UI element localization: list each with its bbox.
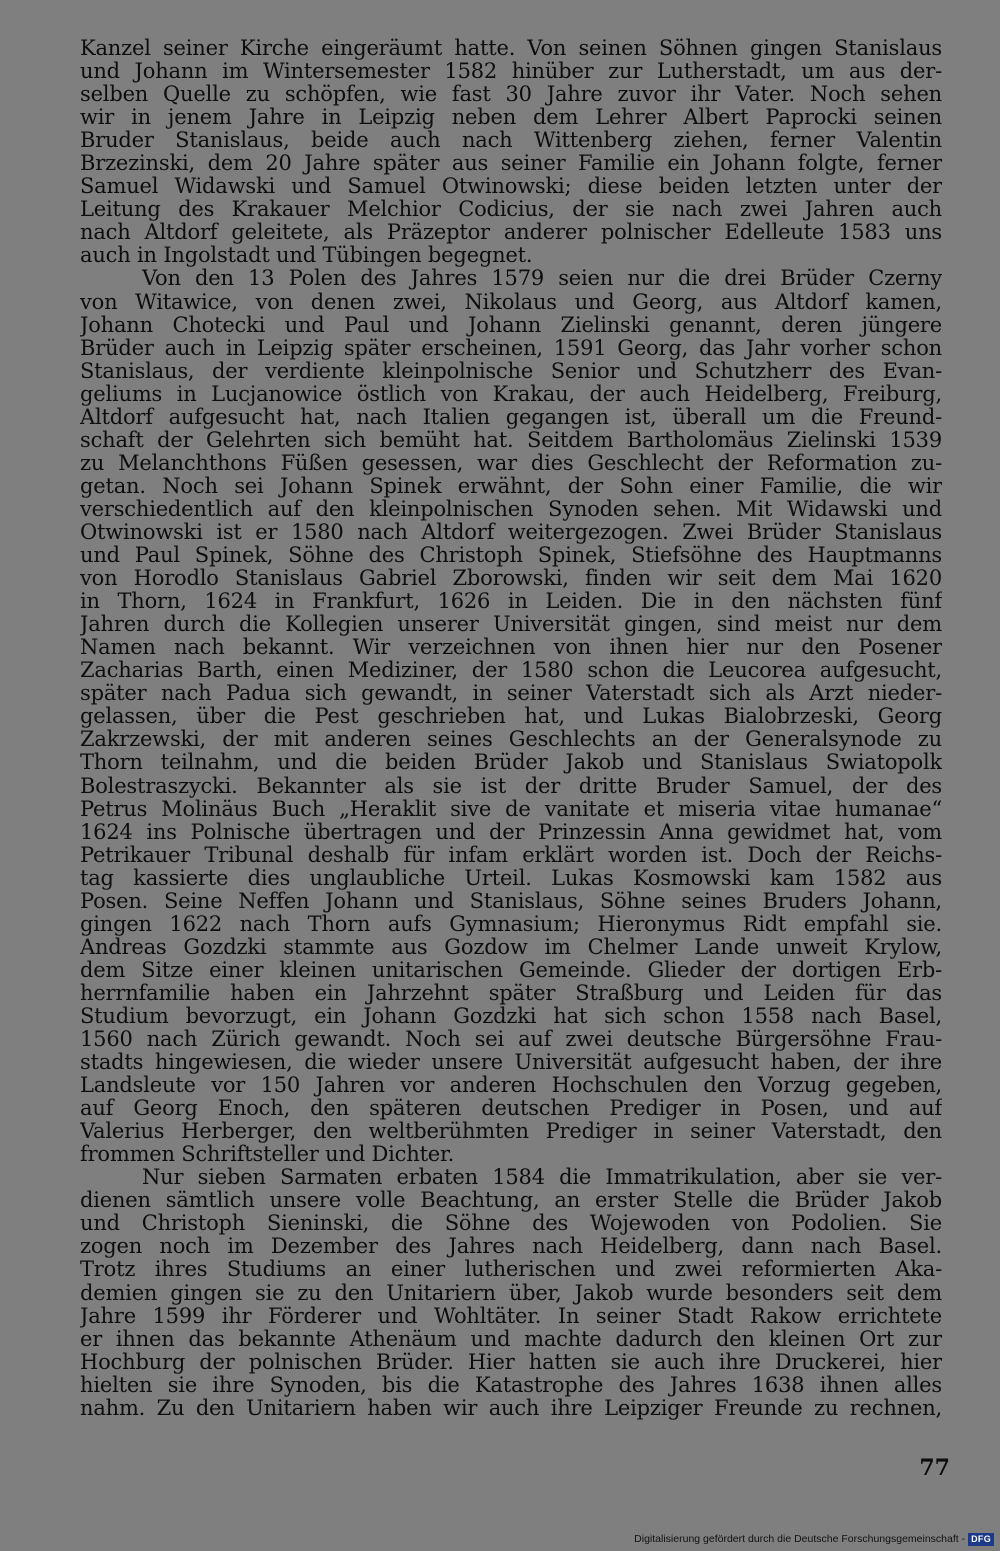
text-line: gelassen, über die Pest geschrieben hat, und Lukas Bialobrzeski, Georg	[80, 705, 942, 729]
page-body	[80, 37, 942, 1420]
text-line: und Christoph Sieninski, die Söhne des Wojewoden von Podolien. Sie	[80, 1212, 942, 1236]
text-line: nach Altdorf geleitete, als Präzeptor anderer polnischer Edelleute 1583 uns	[80, 221, 942, 245]
text-line: er ihnen das bekannte Athenäum und machte dadurch den kleinen Ort zur	[80, 1327, 942, 1351]
text-line: dem Sitze einer kleinen unitarischen Gemeinde. Glieder der dortigen Erb-	[80, 958, 942, 982]
paragraph-1	[80, 37, 942, 267]
text-line: Andreas Gozdzki stammte aus Gozdow im Chelmer Lande unweit Krylow,	[80, 935, 942, 959]
text-line: selben Quelle zu schöpfen, wie fast 30 Jahre zuvor ihr Vater. Noch sehen	[80, 83, 942, 107]
text-line: getan. Noch sei Johann Spinek erwähnt, der Sohn einer Familie, die wir	[80, 474, 942, 498]
text-line: Bolestraszycki. Bekannter als sie ist der dritte Bruder Samuel, der des	[80, 774, 942, 798]
text-line: Studium bevorzugt, ein Johann Gozdzki hat sich schon 1558 nach Basel,	[80, 1004, 942, 1028]
page-number: 77	[919, 1455, 950, 1481]
text-line: Landsleute vor 150 Jahren vor anderen Hochschulen den Vorzug gegeben,	[80, 1074, 942, 1098]
text-line: Thorn teilnahm, und die beiden Brüder Jakob und Stanislaus Swiatopolk	[80, 751, 942, 775]
text-line: Namen nach bekannt. Wir verzeichnen von ihnen hier nur den Posener	[80, 636, 942, 660]
text-line: wir in jenem Jahre in Leipzig neben dem Lehrer Albert Paprocki seinen	[80, 106, 942, 130]
text-line: Johann Chotecki und Paul und Johann Zielinski genannt, deren jüngere	[80, 313, 942, 337]
text-line: Jahre 1599 ihr Förderer und Wohltäter. In seiner Stadt Rakow errichtete	[80, 1304, 942, 1328]
text-line: verschiedentlich auf den kleinpolnischen Synoden sehen. Mit Widawski und	[80, 497, 942, 521]
footer-credit-text: Digitalisierung gefördert durch die Deutsche Forschungsgemeinschaft -	[634, 1533, 966, 1545]
text-line: Petrikauer Tribunal deshalb für infam erklärt worden ist. Doch der Reichs-	[80, 843, 942, 867]
text-line: und Johann im Wintersemester 1582 hinüber zur Lutherstadt, um aus der-	[80, 60, 942, 84]
dfg-logo: DFG	[968, 1533, 994, 1546]
text-line: Petrus Molinäus Buch „Heraklit sive de vanitate et miseria vitae humanae“	[80, 797, 942, 821]
text-line: Von den 13 Polen des Jahres 1579 seien nur die drei Brüder Czerny	[142, 267, 942, 291]
text-line: Samuel Widawski und Samuel Otwinowski; diese beiden letzten unter der	[80, 175, 942, 199]
text-line: geliums in Lucjanowice östlich von Krakau, der auch Heidelberg, Freiburg,	[80, 382, 942, 406]
text-line: Trotz ihres Studiums an einer lutherischen und zwei reformierten Aka-	[80, 1258, 942, 1282]
text-line: Kanzel seiner Kirche eingeräumt hatte. Von seinen Söhnen gingen Stanislaus	[80, 37, 942, 60]
text-line: tag kassierte dies unglaubliche Urteil. Lukas Kosmowski kam 1582 aus	[80, 866, 942, 890]
paragraph-3	[80, 1166, 942, 1420]
text-line: demien gingen sie zu den Unitariern über, Jakob wurde besonders seit dem	[80, 1281, 942, 1305]
text-line: Valerius Herberger, den weltberühmten Prediger in seiner Vaterstadt, den	[80, 1120, 942, 1144]
text-line: Jahren durch die Kollegien unserer Universität gingen, sind meist nur dem	[80, 613, 942, 637]
text-line: Zakrzewski, der mit anderen seines Geschlechts an der Generalsynode zu	[80, 728, 942, 752]
text-line: von Witawice, von denen zwei, Nikolaus und Georg, aus Altdorf kamen,	[80, 290, 942, 314]
text-line: Zacharias Barth, einen Mediziner, der 1580 schon die Leucorea aufgesucht,	[80, 659, 942, 683]
digitization-footer	[634, 1532, 994, 1546]
text-line: frommen Schriftsteller und Dichter.	[80, 1143, 455, 1167]
text-line: in Thorn, 1624 in Frankfurt, 1626 in Leiden. Die in den nächsten fünf	[80, 590, 942, 614]
text-line: Brzezinski, dem 20 Jahre später aus seiner Familie ein Johann folgte, ferner	[80, 152, 942, 176]
text-line: Posen. Seine Neffen Johann und Stanislaus, Söhne seines Bruders Johann,	[80, 889, 942, 913]
text-line: Altdorf aufgesucht hat, nach Italien gegangen ist, überall um die Freund-	[80, 405, 942, 429]
text-line: auch in Ingolstadt und Tübingen begegnet.	[80, 244, 533, 268]
text-line: auf Georg Enoch, den späteren deutschen Prediger in Posen, und auf	[80, 1097, 942, 1121]
text-line: Nur sieben Sarmaten erbaten 1584 die Immatrikulation, aber sie ver-	[142, 1166, 942, 1190]
text-line: Leitung des Krakauer Melchior Codicius, der sie nach zwei Jahren auch	[80, 198, 942, 222]
text-line: 1624 ins Polnische übertragen und der Prinzessin Anna gewidmet hat, vom	[80, 820, 942, 844]
text-line: von Horodlo Stanislaus Gabriel Zborowski, finden wir seit dem Mai 1620	[80, 567, 942, 591]
text-line: gingen 1622 nach Thorn aufs Gymnasium; Hieronymus Ridt empfahl sie.	[80, 912, 942, 936]
text-line: hielten sie ihre Synoden, bis die Katastrophe des Jahres 1638 ihnen alles	[80, 1373, 942, 1397]
text-line: zogen noch im Dezember des Jahres nach Heidelberg, dann nach Basel.	[80, 1235, 942, 1259]
text-line: später nach Padua sich gewandt, in seiner Vaterstadt sich als Arzt nieder-	[80, 682, 942, 706]
text-line: Stanislaus, der verdiente kleinpolnische Senior und Schutzherr des Evan-	[80, 359, 942, 383]
text-line: schaft der Gelehrten sich bemüht hat. Seitdem Bartholomäus Zielinski 1539	[80, 428, 942, 452]
text-line: Bruder Stanislaus, beide auch nach Wittenberg ziehen, ferner Valentin	[80, 129, 942, 153]
text-line: herrnfamilie haben ein Jahrzehnt später Straßburg und Leiden für das	[80, 981, 942, 1005]
text-line: Brüder auch in Leipzig später erscheinen, 1591 Georg, das Jahr vorher schon	[80, 336, 942, 360]
text-line: Hochburg der polnischen Brüder. Hier hatten sie auch ihre Druckerei, hier	[80, 1350, 942, 1374]
text-line: stadts hingewiesen, die wieder unsere Universität aufgesucht haben, der ihre	[80, 1051, 942, 1075]
text-line: dienen sämtlich unsere volle Beachtung, an erster Stelle die Brüder Jakob	[80, 1189, 942, 1213]
text-line: Otwinowski ist er 1580 nach Altdorf weitergezogen. Zwei Brüder Stanislaus	[80, 520, 942, 544]
text-line: nahm. Zu den Unitariern haben wir auch ihre Leipziger Freunde zu rechnen,	[80, 1396, 942, 1420]
paragraph-2	[80, 267, 942, 1166]
text-line: und Paul Spinek, Söhne des Christoph Spinek, Stiefsöhne des Hauptmanns	[80, 544, 942, 568]
text-line: zu Melanchthons Füßen gesessen, war dies Geschlecht der Reformation zu-	[80, 451, 942, 475]
text-line: 1560 nach Zürich gewandt. Noch sei auf zwei deutsche Bürgersöhne Frau-	[80, 1028, 942, 1052]
